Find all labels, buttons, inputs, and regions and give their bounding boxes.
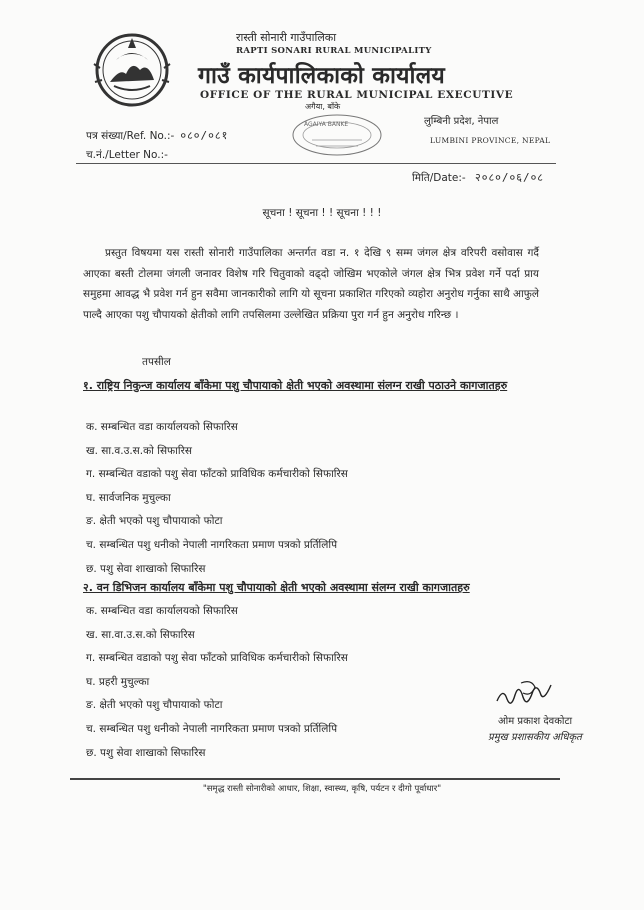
location-np: अगैया, बाँके <box>305 102 341 111</box>
list-item: घ. सार्वजनिक मुचुल्का <box>86 491 171 504</box>
nepal-emblem-logo <box>92 30 172 108</box>
tapsil-label: तपसील <box>142 356 171 368</box>
list-item: छ. पशु सेवा शाखाको सिफारिस <box>86 562 206 575</box>
office-name-en: OFFICE OF THE RURAL MUNICIPAL EXECUTIVE <box>200 89 514 101</box>
date-value: २०८०/०६/०८ <box>475 171 545 184</box>
signer-title: प्रमुख प्रशासकीय अधिकृत <box>488 732 582 743</box>
notice-body: प्रस्तुत विषयमा यस रास्ती सोनारी गाउँपालिका अन्तर्गत वडा न. १ देखि ९ सम्म जंगल क्षेत्र वरिपरी वसोवास गर्दै आएका बस्ती टोलमा जंगली जनावर विशेष गरि चितुवाको वढ्दो जोखिम भएकोले जंगल क्षेत्र भित्र प्रवेश गर्ने पर्दा प्राय समुहमा आवद्ध भै प्रवेश गर्न हुन सवैमा जानकारीको लागि यो सूचना प्रकाशित गरिएको व्यहोरा अनुरोध गर्नुका साथै आफुले पाल्दै आएका पशु चौपायको क्षेतीको लागि तपसिलमा उल्लेखित प्रक्रिया पुरा गर्न हुन अनुरोध गरिन्छ । <box>83 247 539 321</box>
svg-text:AGAIYA BANKE: AGAIYA BANKE <box>304 121 349 128</box>
section1-heading: १. राष्ट्रिय निकुन्ज कार्यालय बाँकेमा पशु चौपायाको क्षेती भएको अवस्थामा संलग्न राखी पठाउने कागजातहरु <box>83 379 508 392</box>
list-item: ख. सा.व.उ.स.को सिफारिस <box>86 444 192 457</box>
office-seal-stamp <box>290 112 385 158</box>
list-item: क. सम्बन्धित वडा कार्यालयको सिफारिस <box>86 605 238 617</box>
municipality-name-np: रास्ती सोनारी गाउँपालिका <box>236 31 337 44</box>
reference-number <box>86 128 228 143</box>
section2-list <box>86 604 348 769</box>
date-label: मिति/Date:- <box>412 172 466 184</box>
list-item: घ. प्रहरी मुचुल्का <box>86 675 150 688</box>
date-line <box>412 170 544 185</box>
list-item: ङ. क्षेती भएको पशु चौपायाको फोटा <box>86 515 223 528</box>
list-item: ग. सम्बन्धित वडाको पशु सेवा फाँटको प्राविधिक कर्मचारीको सिफारिस <box>86 468 348 481</box>
notice-heading: सूचना ! सूचना ! ! सूचना ! ! ! <box>262 207 382 219</box>
ref-value: ०८०/०८१ <box>180 129 229 142</box>
handwritten-signature <box>493 677 555 713</box>
list-item: च. सम्बन्धित पशु धनीको नेपाली नागरिकता प्रमाण पत्रको प्रर्तिलिपि <box>86 722 338 735</box>
letter-number: च.नं./Letter No.:- <box>86 149 168 161</box>
province-np: लुम्बिनी प्रदेश, नेपाल <box>424 116 499 127</box>
province-en: LUMBINI PROVINCE, NEPAL <box>430 136 551 145</box>
list-item: च. सम्बन्धित पशु धनीको नेपाली नागरिकता प्रमाण पत्रको प्रर्तिलिपि <box>86 538 338 551</box>
footer-divider <box>70 778 560 780</box>
list-item: छ. पशु सेवा शाखाको सिफारिस <box>86 746 206 759</box>
list-item: ङ. क्षेती भएको पशु चौपायाको फोटा <box>86 699 223 712</box>
municipality-name-en: RAPTI SONARI RURAL MUNICIPALITY <box>236 46 432 56</box>
section1-list <box>86 420 348 585</box>
section2-heading: २. वन डिभिजन कार्यालय बाँकेमा पशु चौपायाको क्षेती भएको अवस्थामा संलग्न राखी कागजातहरु <box>83 581 470 594</box>
list-item: ग. सम्बन्धित वडाको पशु सेवा फाँटको प्राविधिक कर्मचारीको सिफारिस <box>86 652 348 665</box>
list-item: ख. सा.वा.उ.स.को सिफारिस <box>86 628 195 641</box>
ref-label: पत्र संख्या/Ref. No.:- <box>86 130 175 142</box>
list-item: क. सम्बन्धित वडा कार्यालयको सिफारिस <box>86 421 238 433</box>
signer-name: ओम प्रकाश देवकोटा <box>498 716 573 727</box>
office-name-np: गाउँ कार्यपालिकाको कार्यालय <box>198 63 445 89</box>
footer-motto: "समृद्ध रास्ती सोनारीको आधार, शिक्षा, स्वास्थ्य, कृषि, पर्यटन र दीगो पूर्वाधार" <box>202 784 442 794</box>
header-divider <box>76 163 556 164</box>
